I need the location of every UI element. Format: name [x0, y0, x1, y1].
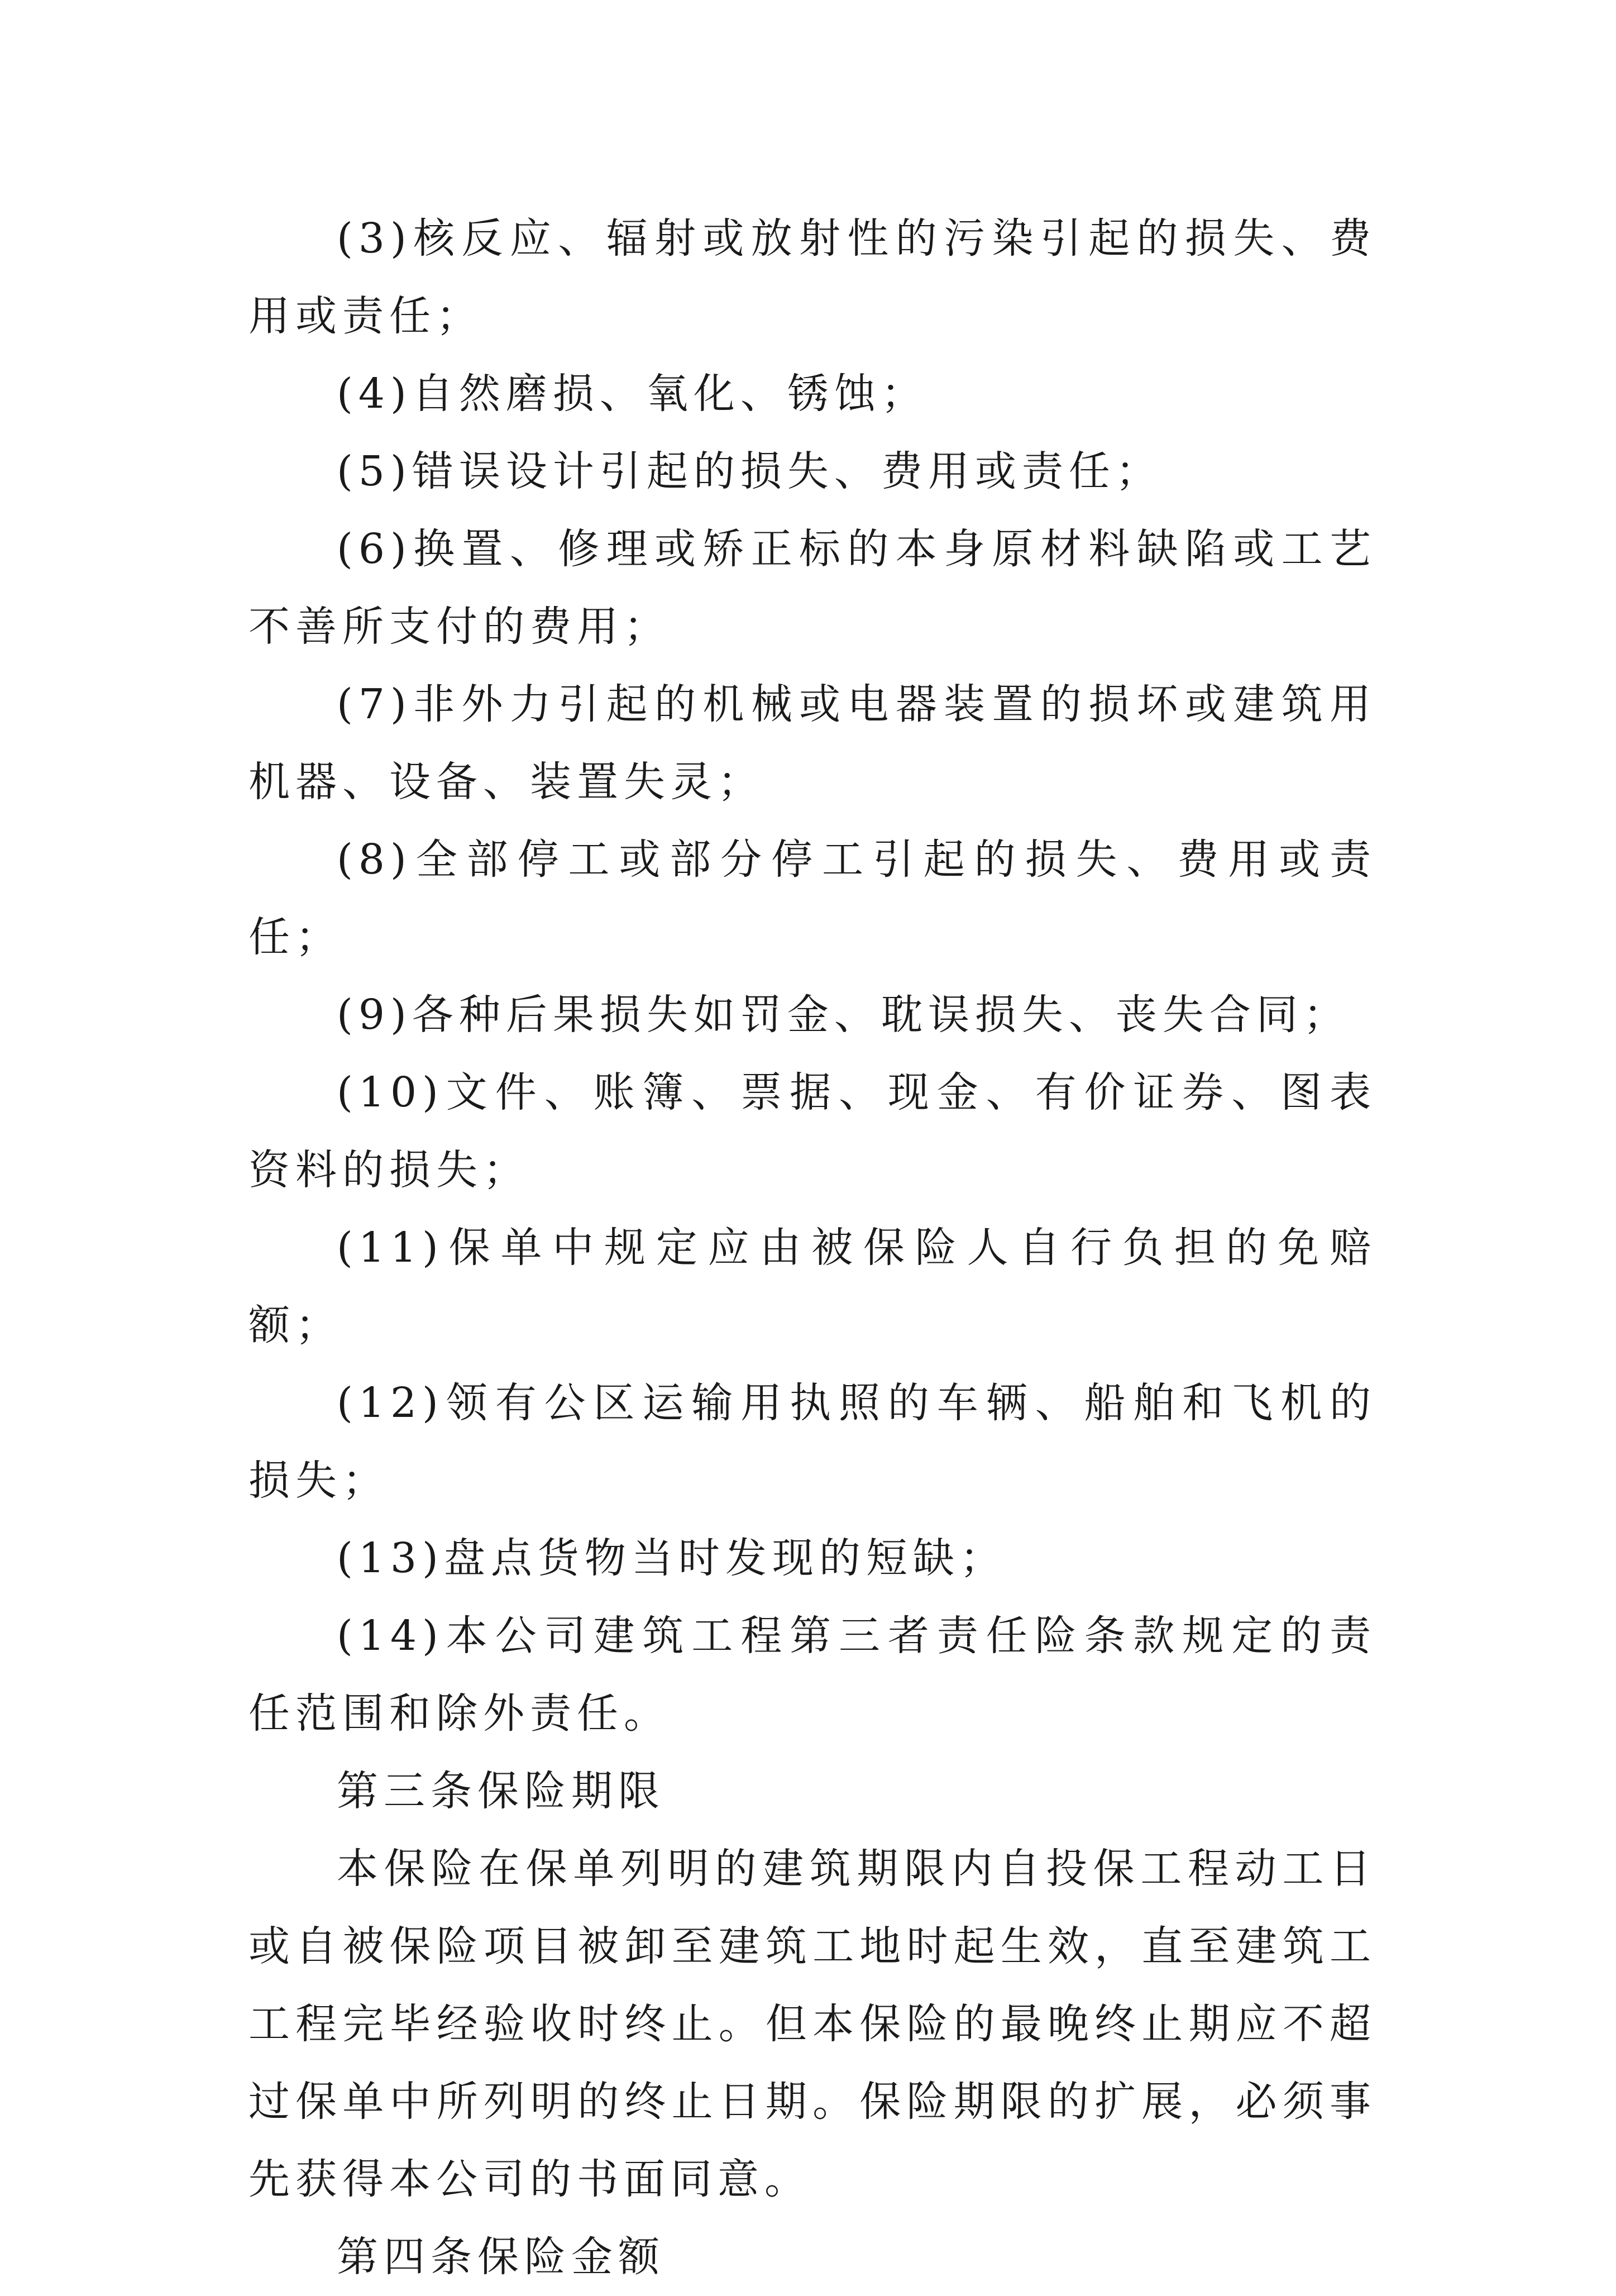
clause-item-13: (13)盘点货物当时发现的短缺； [337, 1534, 1007, 1582]
clause-item-10: (10)文件、账簿、票据、现金、有价证券、图表资料的损失； [248, 1068, 1376, 1194]
document-body [248, 200, 1376, 2296]
section-heading-sum-insured: 第四条保险金额 [337, 2233, 665, 2281]
clause-item-5: (5)错误设计引起的损失、费用或责任； [337, 447, 1163, 495]
clause-item-4: (4)自然磨损、氧化、锈蚀； [337, 370, 928, 418]
clause-item-11: (11)保单中规定应由被保险人自行负担的免赔额； [248, 1224, 1376, 1349]
clause-item-14: (14)本公司建筑工程第三者责任险条款规定的责任范围和除外责任。 [248, 1612, 1376, 1737]
clause-item-3: (3)核反应、辐射或放射性的污染引起的损失、费用或责任； [248, 214, 1376, 340]
clause-item-6: (6)换置、修理或矫正标的本身原材料缺陷或工艺不善所支付的费用； [248, 525, 1376, 651]
clause-item-8: (8)全部停工或部分停工引起的损失、费用或责任； [248, 836, 1376, 961]
clause-item-7: (7)非外力引起的机械或电器装置的损坏或建筑用机器、设备、装置失灵； [248, 680, 1376, 806]
insurance-period-text: 本保险在保单列明的建筑期限内自投保工程动工日或自被保险项目被卸至建筑工地时起生效，直至建筑工工程完毕经验收时终止。但本保险的最晚终止期应不超过保单中所列明的终止日期。保险期限的扩展，必须事先获得本公司的书面同意。 [248, 1845, 1376, 2203]
section-heading-insurance-period: 第三条保险期限 [337, 1767, 665, 1815]
clause-item-12: (12)领有公区运输用执照的车辆、船舶和飞机的损失； [248, 1379, 1376, 1505]
clause-item-9: (9)各种后果损失如罚金、耽误损失、丧失合同； [337, 991, 1350, 1039]
